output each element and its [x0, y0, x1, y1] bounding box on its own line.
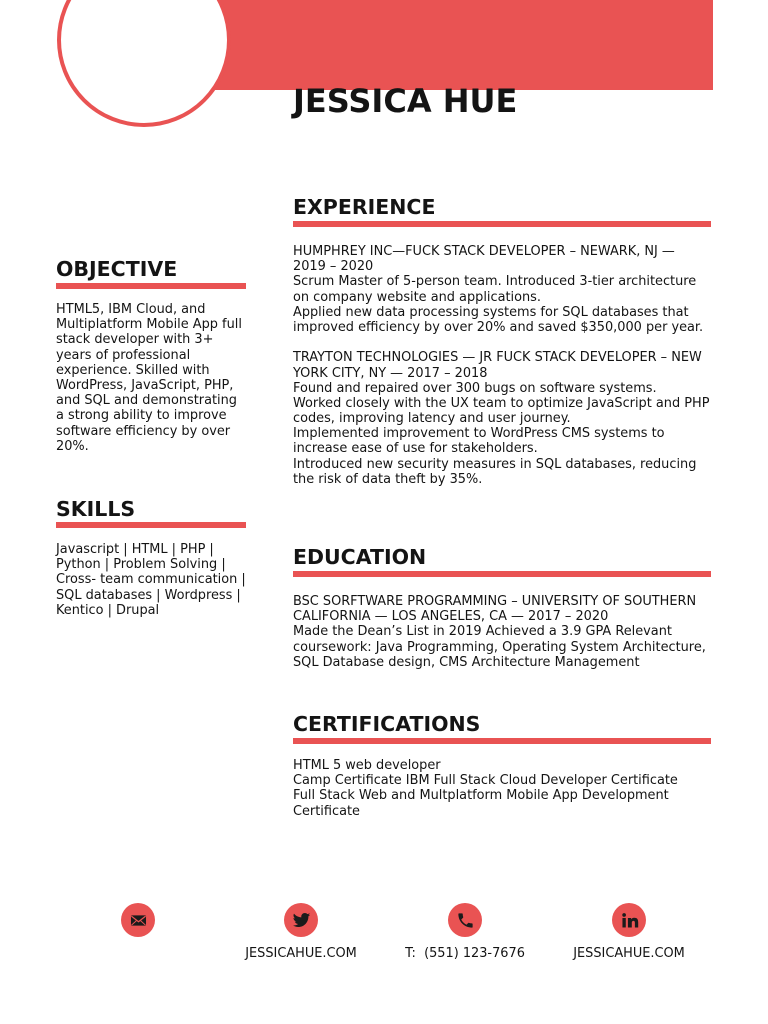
objective-divider	[56, 283, 246, 289]
job-title-line: TRAYTON TECHNOLOGIES — JR FUCK STACK DEVELOPER – NEW	[293, 350, 702, 366]
objective-line: years of professional	[56, 347, 191, 363]
experience-entry	[293, 350, 733, 487]
skills-line: Javascript | HTML | PHP |	[56, 542, 214, 557]
header-banner	[214, 0, 713, 90]
objective-text	[56, 302, 261, 454]
education-detail-line: Made the Dean’s List in 2019 Achieved a 3.9 GPA Relevant	[293, 624, 672, 640]
objective-heading: OBJECTIVE	[56, 257, 178, 281]
degree-title-line: BSC SORFTWARE PROGRAMMING – UNIVERSITY OF SOUTHERN	[293, 594, 697, 609]
education-divider	[293, 571, 711, 577]
education-detail-line: SQL Database design, CMS Architecture Management	[293, 654, 640, 670]
job-title-line: 2019 – 2020	[293, 259, 374, 275]
skills-divider	[56, 522, 246, 528]
profile-photo-placeholder	[57, 0, 231, 127]
objective-line: a strong ability to improve	[56, 408, 227, 424]
certification-line: Certificate	[293, 803, 360, 819]
contact-twitter[interactable]	[231, 903, 371, 963]
job-detail-line: the risk of data theft by 35%.	[293, 471, 483, 487]
objective-line: software efficiency by over	[56, 423, 231, 439]
education-detail	[293, 624, 733, 670]
job-detail	[293, 396, 733, 426]
experience-list	[293, 244, 733, 487]
job-detail	[293, 274, 733, 304]
certification-line: Camp Certificate IBM Full Stack Cloud Developer Certificate	[293, 773, 678, 789]
certification-line: HTML 5 web developer	[293, 758, 441, 773]
certifications-heading: CERTIFICATIONS	[293, 712, 481, 736]
job-title	[293, 244, 733, 274]
degree-title	[293, 594, 733, 624]
job-title-line: HUMPHREY INC—FUCK STACK DEVELOPER – NEWARK, NJ —	[293, 244, 675, 259]
skills-line: Python | Problem Solving |	[56, 557, 226, 573]
skills-heading: SKILLS	[56, 497, 136, 521]
job-detail-line: Introduced new security measures in SQL databases, reducing	[293, 456, 697, 472]
job-detail-line: codes, improving latency and user journey.	[293, 411, 571, 427]
job-title-line: YORK CITY, NY — 2017 – 2018	[293, 365, 488, 381]
job-detail	[293, 457, 733, 487]
mail-icon[interactable]	[121, 903, 155, 937]
certification-item	[293, 758, 733, 773]
objective-line: 20%.	[56, 438, 89, 454]
certification-list	[293, 758, 733, 819]
twitter-icon[interactable]	[284, 903, 318, 937]
objective-line: WordPress, JavaScript, PHP,	[56, 377, 234, 393]
candidate-name: JESSICA HUE	[293, 82, 518, 120]
job-detail-line: Scrum Master of 5-person team. Introduced 3-tier architecture	[293, 274, 697, 290]
certifications-divider	[293, 738, 711, 744]
linkedin-icon[interactable]	[612, 903, 646, 937]
skills-line: Cross- team communication |	[56, 572, 246, 588]
job-detail-line: on company website and applications.	[293, 289, 541, 305]
skills-line: Kentico | Drupal	[56, 602, 160, 618]
phone-number[interactable]: T: (551) 123-7676	[405, 946, 525, 961]
objective-line: experience. Skilled with	[56, 362, 210, 378]
objective-line: stack developer with 3+	[56, 332, 214, 348]
education-detail-line: coursework: Java Programming, Operating System Architecture,	[293, 639, 706, 655]
website-link[interactable]: JESSICAHUE.COM	[245, 946, 357, 961]
certification-item	[293, 788, 733, 818]
job-detail-line: improved efficiency by over 20% and saved $350,000 per year.	[293, 319, 704, 335]
contact-phone[interactable]	[395, 903, 535, 963]
education-entry	[293, 594, 733, 670]
contact-linkedin[interactable]	[559, 903, 699, 963]
experience-entry	[293, 244, 733, 335]
objective-line: Multiplatform Mobile App full	[56, 317, 242, 333]
education-heading: EDUCATION	[293, 545, 427, 569]
job-detail-line: Applied new data processing systems for SQL databases that	[293, 304, 689, 320]
job-detail-line: increase ease of use for stakeholders.	[293, 441, 538, 457]
certification-line: Full Stack Web and Multplatform Mobile App Development	[293, 788, 669, 804]
experience-divider	[293, 221, 711, 227]
job-title	[293, 350, 733, 380]
objective-line: and SQL and demonstrating	[56, 393, 237, 409]
degree-title-line: CALIFORNIA — LOS ANGELES, CA — 2017 – 2020	[293, 609, 609, 625]
contact-email[interactable]	[68, 903, 208, 963]
phone-icon[interactable]	[448, 903, 482, 937]
skills-text	[56, 542, 261, 618]
experience-heading: EXPERIENCE	[293, 195, 436, 219]
linkedin-link[interactable]: JESSICAHUE.COM	[573, 946, 685, 961]
job-detail-line: Implemented improvement to WordPress CMS systems to	[293, 426, 665, 442]
objective-line: HTML5, IBM Cloud, and	[56, 302, 206, 317]
candidate-name-area	[293, 82, 593, 120]
job-detail	[293, 381, 733, 396]
job-detail-line: Found and repaired over 300 bugs on software systems.	[293, 380, 657, 396]
certification-item	[293, 773, 733, 788]
job-detail	[293, 305, 733, 335]
skills-line: SQL databases | Wordpress |	[56, 587, 241, 603]
job-detail-line: Worked closely with the UX team to optimize JavaScript and PHP	[293, 395, 710, 411]
job-detail	[293, 426, 733, 456]
